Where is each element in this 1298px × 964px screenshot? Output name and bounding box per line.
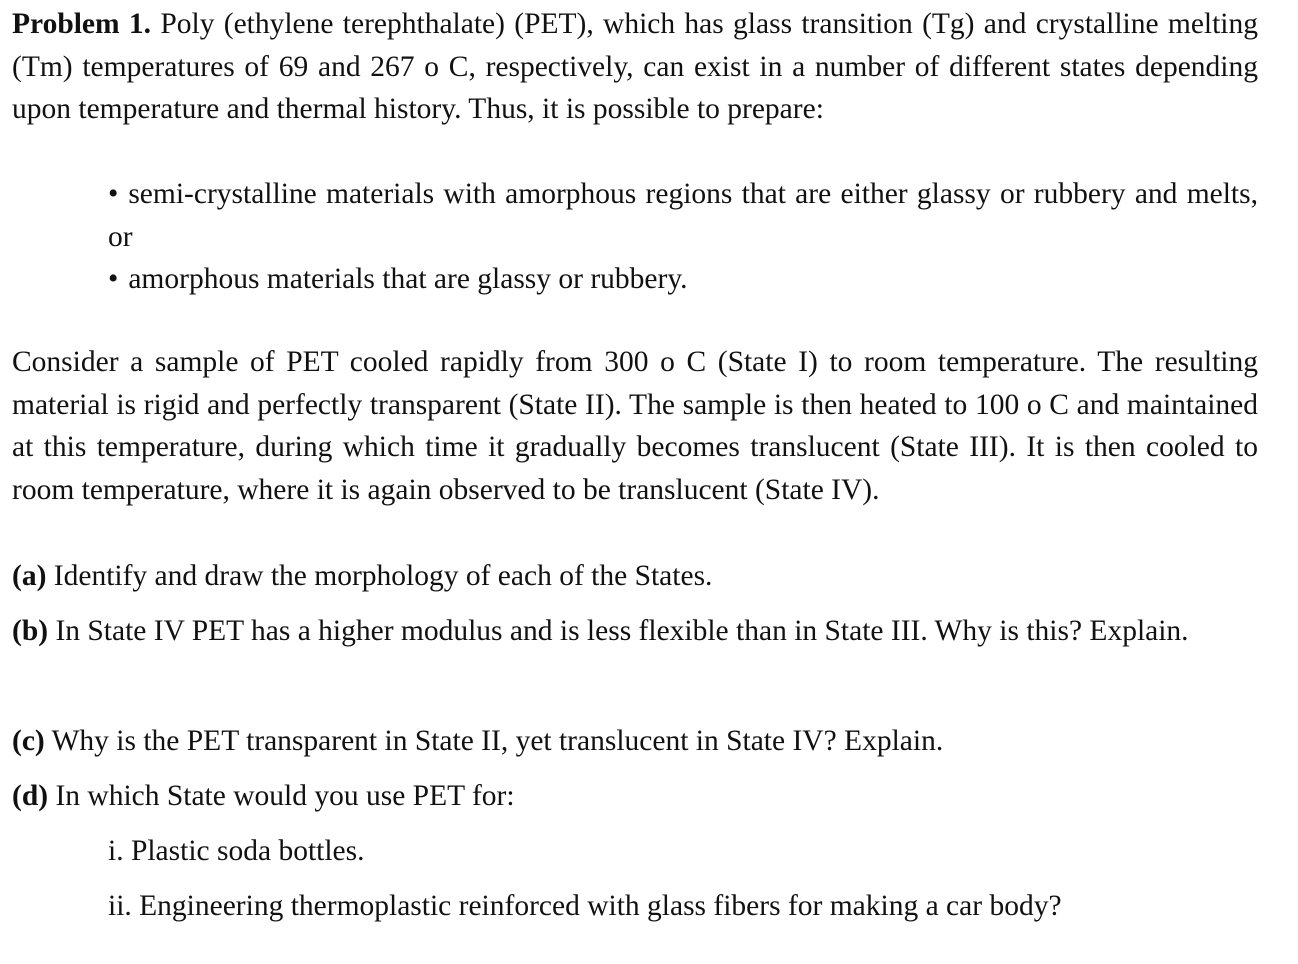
question-d-text: In which State would you use PET for: (55, 780, 515, 812)
question-c-label: (c) (12, 725, 45, 757)
question-c (12, 714, 1258, 769)
item-label: i. (108, 835, 124, 867)
question-d-label: (d) (12, 780, 49, 812)
list-item (108, 258, 1258, 301)
bullet-icon: • (108, 263, 119, 295)
question-d (12, 769, 1258, 824)
list-item (108, 173, 1258, 258)
item-text: Plastic soda bottles. (130, 835, 365, 867)
bullet-text: semi-crystalline materials with amorphous regions that are either glassy or rubbery and melts, or (108, 178, 1258, 253)
scenario-text: Consider a sample of PET cooled rapidly from 300 o C (State I) to room temperature. The resulting material is rigid and perfectly transparent (State II). The sample is then heated to 100 o C and maintained at this temperature, during which time it gradually becomes translucent (State III). It is then cooled to room temperature, where it is again observed to be translucent (State IV). (12, 346, 1258, 506)
bullet-list (108, 173, 1258, 301)
scenario-paragraph (12, 341, 1258, 511)
question-a-text: Identify and draw the morphology of each of the States. (53, 560, 713, 592)
problem-intro-text: Poly (ethylene terephthalate) (PET), which has glass transition (Tg) and crystalline melting (Tm) temperatures of 69 and 267 o C, respectively, can exist in a number of different states depending upon temperature and thermal history. Thus, it is possible to prepare: (12, 8, 1258, 125)
problem-intro-paragraph (12, 3, 1258, 131)
bullet-text: amorphous materials that are glassy or rubbery. (128, 263, 688, 295)
question-a-label: (a) (12, 560, 47, 592)
problem-label: Problem 1. (12, 8, 152, 40)
question-c-text: Why is the PET transparent in State II, yet translucent in State IV? Explain. (51, 725, 944, 757)
question-b-label: (b) (12, 615, 49, 647)
question-d-item-i (108, 824, 1258, 879)
question-b-text: In State IV PET has a higher modulus and is less flexible than in State III. Why is this? Explain. (55, 615, 1189, 647)
question-b (12, 604, 1258, 659)
question-d-item-ii (108, 879, 1258, 934)
item-label: ii. (108, 890, 132, 922)
item-text: Engineering thermoplastic reinforced with glass fibers for making a car body? (139, 890, 1062, 922)
bullet-icon: • (108, 178, 119, 210)
question-a (12, 549, 1258, 604)
